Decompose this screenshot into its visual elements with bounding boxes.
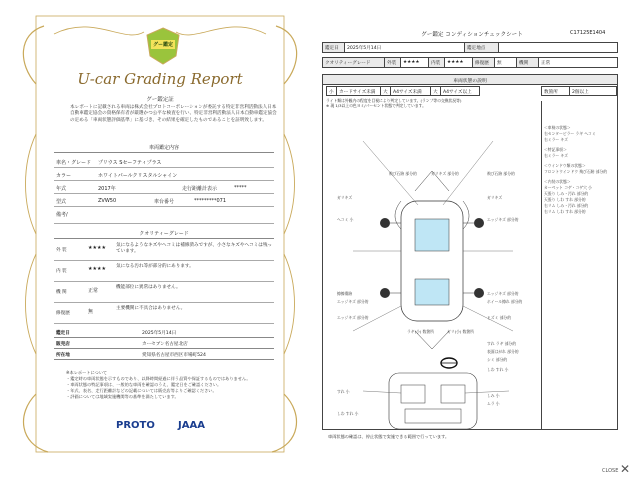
location-label: 鑑定地点 xyxy=(465,43,499,52)
side-note: フロントウインドウ 飛び石跡 部分的 xyxy=(544,169,608,174)
legend-item: A4サイズ以上 xyxy=(443,90,472,95)
damage-label: 飛び石跡 部分的 xyxy=(389,171,417,176)
grade-label: 機 関 xyxy=(56,290,67,295)
remarks-row xyxy=(54,208,274,224)
grade-label: 外 装 xyxy=(56,248,67,253)
info-row-address xyxy=(54,350,274,360)
damage-label: エッジキズ 部分的 xyxy=(487,217,519,222)
grade-stars: 無 xyxy=(88,309,94,315)
footer-logos xyxy=(116,416,236,436)
grade-row-engine xyxy=(54,282,274,303)
sheet-footer-note: 車両状態の確認は、停止状態で実施できる範囲で行っています。 xyxy=(328,434,450,439)
damage-label: ガリキズ xyxy=(337,195,353,200)
info-label: 販売店 xyxy=(56,342,70,347)
vehicle-year-row xyxy=(54,182,274,194)
note-line: ※本レポートについて xyxy=(66,370,108,375)
damage-label: しみ 小 xyxy=(487,393,500,398)
legend-item: 大 xyxy=(381,87,391,95)
sheet-title: グー鑑定 コンディションチェックシート xyxy=(421,32,523,38)
grade-row-repair xyxy=(54,303,274,324)
side-note: 右リム しみ・汚れ 部分的 xyxy=(544,203,589,208)
vehicle-model-row xyxy=(54,195,274,207)
goo-badge-icon xyxy=(144,26,182,66)
vehicle-year-value: 2017年 xyxy=(98,186,116,192)
vehicle-name-value: プリウス Sセーフティプラス xyxy=(98,160,162,166)
repair-label: 修復歴 xyxy=(473,58,495,67)
grading-report-certificate xyxy=(14,4,306,464)
grade-desc: 気になる汚れ等が部分的にあります。 xyxy=(116,264,194,269)
info-value: 愛知県名古屋市西区市場町524 xyxy=(142,353,206,358)
mileage-label: 走行距離計表示 xyxy=(182,186,218,192)
note-line: ライト類は外観内の程度を目視により判定しています。(ランプ等の交換状況等) xyxy=(326,98,462,103)
int-label: 内装 xyxy=(429,58,445,67)
damage-label: しわ すれ 小 xyxy=(487,367,509,372)
side-note: 右ミラー キズ xyxy=(544,137,568,142)
damage-label: ガリキズ xyxy=(487,195,503,200)
car-damage-diagram xyxy=(323,101,541,429)
badge-text: グー鑑定 xyxy=(152,42,173,48)
condition-notes-column xyxy=(541,101,619,429)
side-note: 右センターピラー ラギ ヘコミ xyxy=(544,131,596,136)
damage-label: ガリ(小) 数箇所 xyxy=(447,329,474,334)
vehicle-name-label: 車名・グレード xyxy=(56,160,92,166)
info-label: 鑑定日 xyxy=(56,331,70,336)
note-line: ・年式、表名、走行距離計などの記載については販売店等よりご確認ください。 xyxy=(66,388,217,393)
damage-label: シミ 部分的 xyxy=(487,357,508,362)
grade-row-exterior xyxy=(54,240,274,261)
close-button-label[interactable]: CLOSE xyxy=(602,468,619,474)
engine-value: 正常 xyxy=(541,61,551,66)
model-label: 型式 xyxy=(56,199,67,205)
damage-label: ヒズミ 部分的 xyxy=(487,315,511,320)
legend-item: 大 xyxy=(431,87,441,95)
side-note: 天張り しわ すれ 部分的 xyxy=(544,197,586,202)
grade-desc: 主要機関に不具合はありません。 xyxy=(116,306,186,311)
certificate-intro: 本レポートに記載される車両は株式会社プロトコーポレーションが委託する特定非営利活動法人日本自動車鑑定協会の資格保有者が厳選かつ公平な検査を行い、特定非営利活動法人日本自動車鑑定協会の定める「車両状態評価基準」に基づき、その結果を確定したものであることを証明致します。 xyxy=(70,105,277,123)
info-value: 2025年5月14日 xyxy=(142,331,177,336)
proto-logo: PROTO xyxy=(116,420,155,431)
damage-label: ホイール擦れ 部分的 xyxy=(487,299,523,304)
grade-desc: 機能部位に異常はありません。 xyxy=(116,285,181,290)
engine-label: 機関 xyxy=(517,58,539,67)
damage-label: ヘコミ 小 xyxy=(337,217,354,222)
date-row xyxy=(322,42,618,53)
count-legend xyxy=(541,86,617,96)
damage-label: エッジキズ 部分的 xyxy=(337,299,369,304)
date-label: 鑑定日 xyxy=(323,43,345,52)
quality-section-title: クオリティーグレード xyxy=(54,230,274,239)
legend-item: 2個以上 xyxy=(572,90,589,95)
condition-check-sheet xyxy=(322,26,620,446)
damage-label: すれ 小 xyxy=(337,389,350,394)
vehicle-year-label: 年式 xyxy=(56,186,67,192)
grade-stars: ★★★★ xyxy=(88,245,106,251)
vehicle-section-title: 車両鑑定内容 xyxy=(54,144,274,153)
close-icon[interactable]: ✕ xyxy=(620,462,631,476)
ext-label: 外装 xyxy=(385,58,401,67)
side-note: ＜特記事項＞ xyxy=(544,147,567,152)
legend-item: 小 xyxy=(327,87,337,95)
side-note: 右ミラー キズ xyxy=(544,153,568,158)
note-line: ※ 現 1/3以上の色ヨミ/パーセント状態で判定しています。 xyxy=(326,103,426,108)
model-value: ZVW50 xyxy=(98,198,117,204)
grade-row-interior xyxy=(54,261,274,282)
damage-label: エッジキズ 部分的 xyxy=(337,315,369,320)
car-outline-graphic xyxy=(323,101,541,429)
vehicle-color-value: ホワイトパールクリスタルシャイン xyxy=(98,173,178,179)
note-line: ・評価については地域実施機関等の基準を満たしています。 xyxy=(66,394,179,399)
chassis-value: *********071 xyxy=(194,198,227,204)
chassis-label: 車台番号 xyxy=(154,199,175,205)
info-row-date xyxy=(54,328,274,338)
side-note: 天張り しみ・汚れ 部分的 xyxy=(544,191,589,196)
ext-value: ★★★★ xyxy=(401,58,429,67)
side-note: ＜車検の状態＞ xyxy=(544,125,571,130)
grade-label: 内 装 xyxy=(56,269,67,274)
damage-label: しわ すれ 小 xyxy=(337,411,359,416)
vehicle-description-box xyxy=(322,74,618,430)
location-value xyxy=(499,43,619,52)
quality-label: クオリティーグレード xyxy=(323,58,385,67)
damage-label: ラギ(小) 数箇所 xyxy=(407,329,434,334)
info-value: カーセブン名古屋北店 xyxy=(142,342,188,347)
damage-label: 飛び石跡 部分的 xyxy=(487,171,515,176)
side-note: ＜ウインドウ類の状態＞ xyxy=(544,163,586,168)
grade-desc: 気になるようなキズやヘコミは補修済みですが、小さなキズやヘコミは残っています。 xyxy=(116,243,273,254)
side-note: ＜内装の状態＞ xyxy=(544,179,571,184)
int-value: ★★★★ xyxy=(445,58,473,67)
grade-label: 修復歴 xyxy=(56,311,70,316)
side-note: 右リム しわ すれ 部分的 xyxy=(544,209,586,214)
info-row-dealer xyxy=(54,339,274,349)
jaaa-logo: JAAA xyxy=(178,420,205,431)
grade-stars: ★★★★ xyxy=(88,266,106,272)
damage-label: 擦擦傷跡 xyxy=(337,291,353,296)
side-note: カーペット コゲ・コゲ穴 小 xyxy=(544,185,592,190)
damage-label: ムラ 小 xyxy=(487,401,500,406)
certificate-notes xyxy=(66,370,278,400)
damage-label: エッジキズ 部分的 xyxy=(487,291,519,296)
size-legend xyxy=(326,86,480,96)
certificate-subtitle: グー鑑定証 xyxy=(146,97,174,103)
quality-row xyxy=(322,57,618,68)
legend-item: カードサイズ未満 xyxy=(337,87,381,95)
legend-item: 数箇所 xyxy=(542,87,570,95)
vehicle-color-row xyxy=(54,169,274,181)
description-title: 車両状態の説明 xyxy=(323,75,617,85)
damage-label: すれ ラギ 部分的 xyxy=(487,341,516,346)
info-label: 所在地 xyxy=(56,353,70,358)
note-line: ・鑑定時の車両状態を示すものであり、以降時間経過に伴う品質や保証するものではありません。 xyxy=(66,376,251,381)
damage-label: ガリキズ 部分的 xyxy=(431,171,459,176)
certificate-title: U-car Grading Report xyxy=(77,70,243,88)
grade-stars: 正常 xyxy=(88,288,99,294)
sheet-id: C17125E1404 xyxy=(570,30,606,36)
repair-value: 無 xyxy=(495,58,517,67)
damage-label: 表面はがれ 部分的 xyxy=(487,349,519,354)
note-line: ・車両状態の特記事項は、一般的な車両を確認のうえ、鑑定日をご確認ください。 xyxy=(66,382,222,387)
date-value: 2025年5月14日 xyxy=(345,43,465,52)
vehicle-color-label: カラー xyxy=(56,173,72,179)
legend-item: A4サイズ未満 xyxy=(391,87,431,95)
mileage-value: ***** xyxy=(234,185,247,191)
vehicle-name-row xyxy=(54,156,274,168)
remarks-label: 備考/ xyxy=(56,212,68,218)
